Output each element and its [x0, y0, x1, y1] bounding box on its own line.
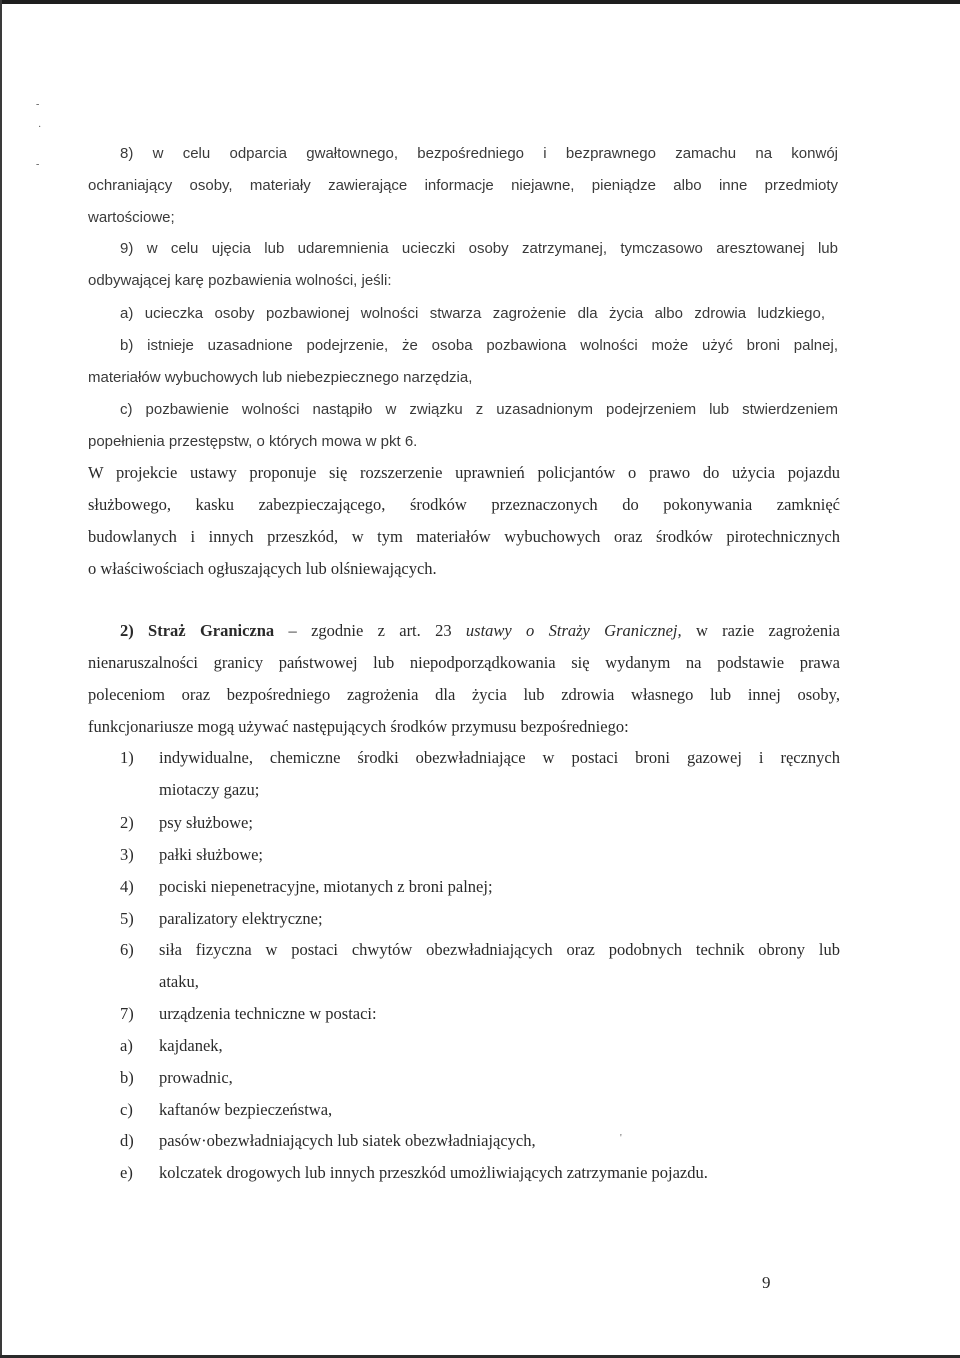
list-item-number: 7)	[120, 1004, 134, 1023]
paragraph-line: 9) w celu ujęcia lub udaremnienia ucieczki osoby zatrzymanej, tymczasowo aresztowanej lub	[120, 240, 838, 257]
paragraph-line: b) istnieje uzasadnione podejrzenie, że osoba pozbawiona wolności może użyć broni palnej,	[120, 337, 838, 354]
list-item-text: prowadnic,	[159, 1068, 233, 1087]
list-item-number: 1)	[120, 748, 134, 767]
list-item-number: a)	[120, 1036, 133, 1055]
paragraph-line: a) ucieczka osoby pozbawionej wolności stwarza zagrożenie dla życia albo zdrowia ludzkiego,	[120, 305, 825, 322]
paragraph-line: o właściwościach ogłuszających lub olśniewających.	[88, 559, 437, 578]
section-heading-line: 2) Straż Graniczna – zgodnie z art. 23 ustawy o Straży Granicznej, w razie zagrożenia	[120, 621, 840, 640]
scan-top-edge	[0, 0, 960, 4]
scan-speck: ·	[38, 122, 42, 133]
scan-speck: -	[36, 159, 40, 170]
list-item-number: b)	[120, 1068, 134, 1087]
paragraph-line: poleceniom oraz bezpośredniego zagrożenia dla życia lub zdrowia własnego lub innej osoby,	[88, 685, 840, 704]
list-item-number: 4)	[120, 877, 134, 896]
list-item-text: siła fizyczna w postaci chwytów obezwładniających oraz podobnych technik obrony lub	[159, 940, 840, 959]
list-item-number: 2)	[120, 813, 134, 832]
list-item-continuation: miotaczy gazu;	[159, 780, 260, 799]
list-item-text: kaftanów bezpieczeństwa,	[159, 1100, 333, 1119]
scan-speck: '	[620, 1133, 622, 1144]
list-item-number: c)	[120, 1100, 133, 1119]
paragraph-line: budowlanych i innych przeszkód, w tym materiałów wybuchowych oraz środków pirotechnicznych	[88, 527, 840, 546]
paragraph-line: materiałów wybuchowych lub niebezpiecznego narzędzia,	[88, 369, 473, 386]
list-item-continuation: ataku,	[159, 972, 199, 991]
paragraph-line: popełnienia przestępstw, o których mowa w pkt 6.	[88, 433, 418, 450]
list-item-number: e)	[120, 1163, 133, 1182]
scan-left-edge	[0, 0, 2, 1358]
list-item-text: urządzenia techniczne w postaci:	[159, 1004, 377, 1023]
list-item-text: pałki służbowe;	[159, 845, 264, 864]
act-title: ustawy o Straży Granicznej,	[465, 621, 682, 640]
paragraph-line: nienaruszalności granicy państwowej lub niepodporządkowania się wydanym na podstawie prawa	[88, 653, 840, 672]
paragraph-line: wartościowe;	[88, 209, 175, 226]
list-item-text: kajdanek,	[159, 1036, 223, 1055]
list-item-text: pasów·obezwładniających lub siatek obezwładniających,	[159, 1131, 536, 1150]
paragraph-line: 8) w celu odparcia gwałtownego, bezpośredniego i bezprawnego zamachu na konwój	[120, 145, 838, 162]
scan-speck: -	[36, 99, 40, 110]
paragraph-line: ochraniający osoby, materiały zawierające informacje niejawne, pieniądze albo inne przedmioty	[88, 177, 838, 194]
list-item-number: 3)	[120, 845, 134, 864]
paragraph-line: funkcjonariusze mogą używać następujących środków przymusu bezpośredniego:	[88, 717, 629, 736]
paragraph-line: służbowego, kasku zabezpieczającego, środków przeznaczonych do pokonywania zamknięć	[88, 495, 840, 514]
list-item-text: kolczatek drogowych lub innych przeszkód umożliwiających zatrzymanie pojazdu.	[159, 1163, 708, 1182]
list-item-number: 5)	[120, 909, 134, 928]
list-item-text: psy służbowe;	[159, 813, 253, 832]
list-item-number: 6)	[120, 940, 134, 959]
paragraph-line: odbywającej karę pozbawienia wolności, jeśli:	[88, 272, 392, 289]
paragraph-line: c) pozbawienie wolności nastąpiło w związku z uzasadnionym podejrzeniem lub stwierdzeniem	[120, 401, 838, 418]
paragraph-line: W projekcie ustawy proponuje się rozszerzenie uprawnień policjantów o prawo do użycia pojazdu	[88, 463, 840, 482]
list-item-text: indywidualne, chemiczne środki obezwładniające w postaci broni gazowej i ręcznych	[159, 748, 840, 767]
list-item-text: paralizatory elektryczne;	[159, 909, 323, 928]
page-number: 9	[762, 1273, 771, 1292]
list-item-text: pociski niepenetracyjne, miotanych z broni palnej;	[159, 877, 493, 896]
list-item-number: d)	[120, 1131, 134, 1150]
section-heading: 2) Straż Graniczna	[120, 621, 275, 640]
